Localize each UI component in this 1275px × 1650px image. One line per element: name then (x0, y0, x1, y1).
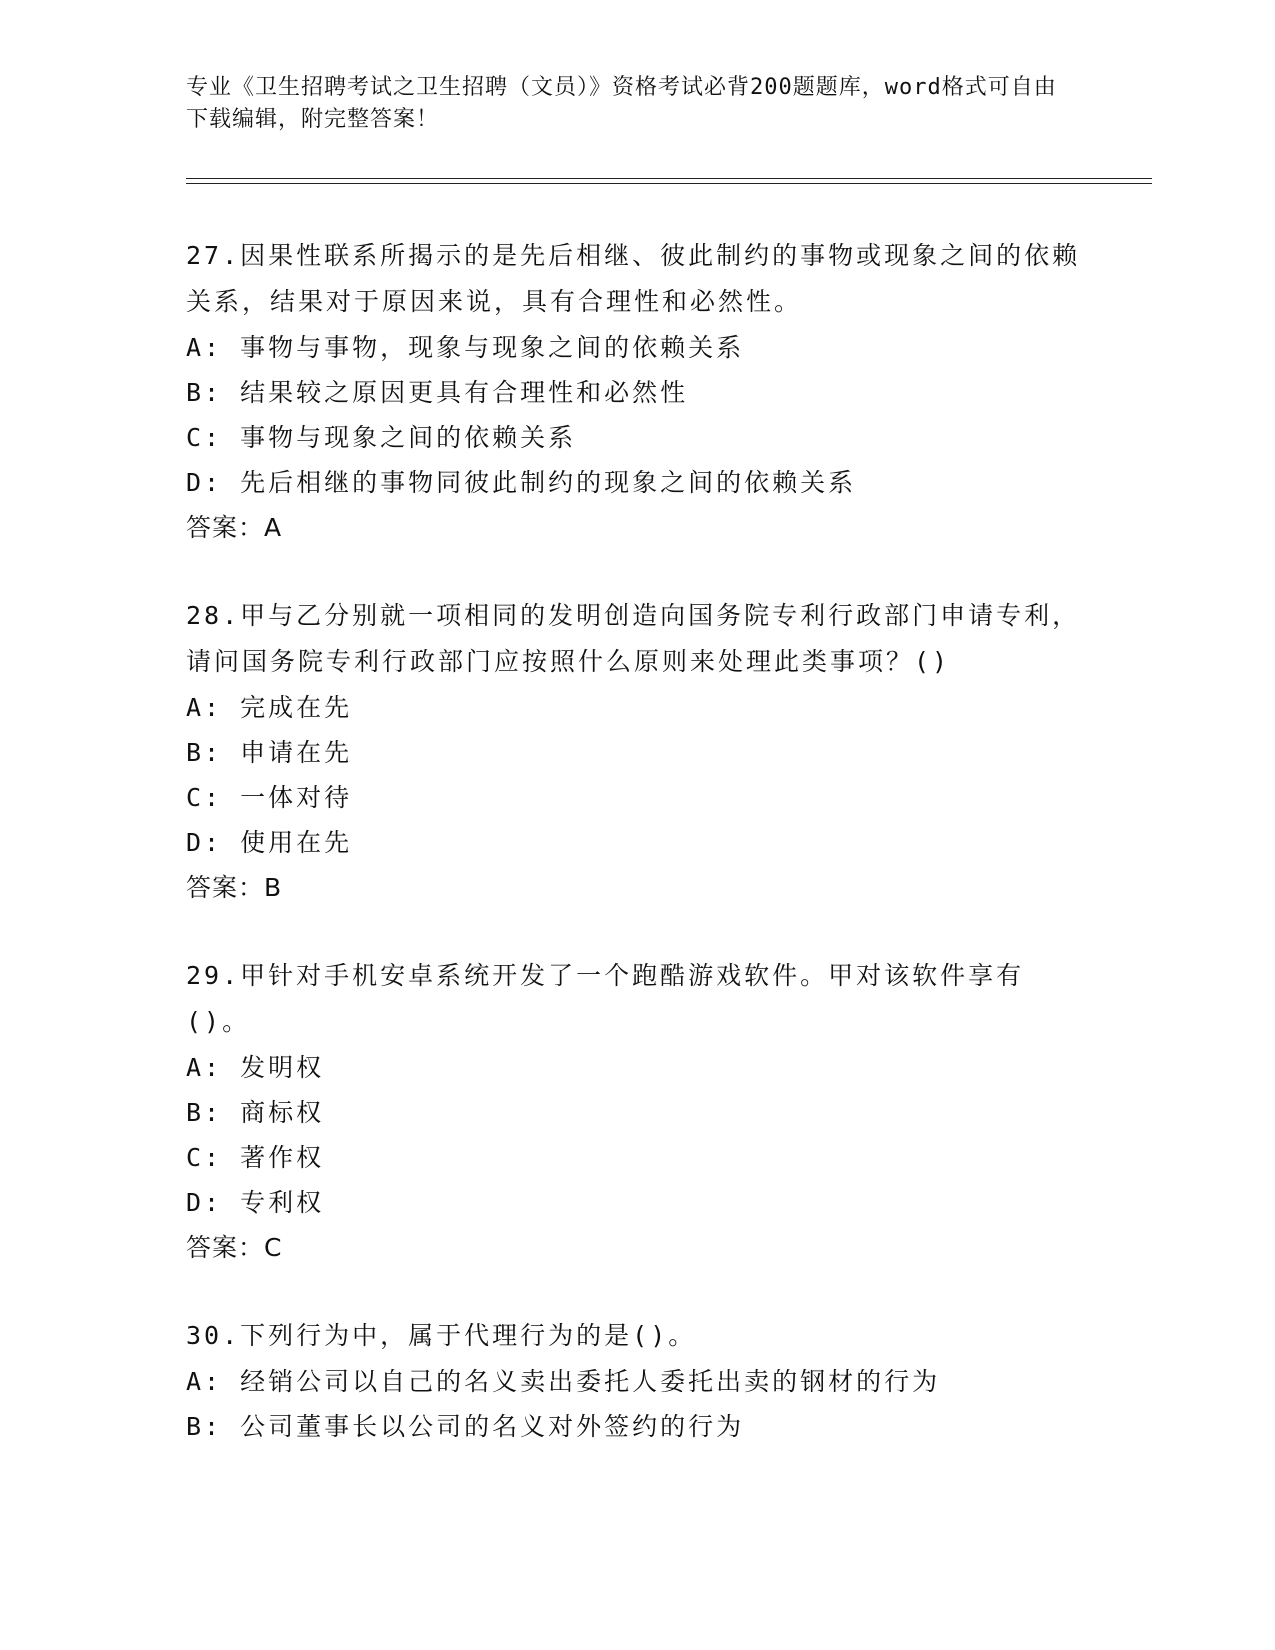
option-d: D: 专利权 (186, 1188, 325, 1217)
question-28 (186, 593, 1086, 911)
question-27 (186, 233, 1086, 551)
option-a: A: 完成在先 (186, 693, 353, 722)
option-a: A: 事物与事物，现象与现象之间的依赖关系 (186, 333, 745, 362)
option-d: D: 先后相继的事物同彼此制约的现象之间的依赖关系 (186, 468, 857, 497)
option-a: A: 经销公司以自己的名义卖出委托人委托出卖的钢材的行为 (186, 1367, 941, 1396)
option-b: B: 商标权 (186, 1098, 325, 1127)
answer: 答案：C (186, 1233, 283, 1262)
question-list (186, 233, 1086, 1491)
option-b: B: 结果较之原因更具有合理性和必然性 (186, 378, 689, 407)
option-b: B: 公司董事长以公司的名义对外签约的行为 (186, 1412, 745, 1441)
option-a: A: 发明权 (186, 1053, 325, 1082)
question-29 (186, 953, 1086, 1271)
answer: 答案：A (186, 513, 283, 542)
document-header: 专业《卫生招聘考试之卫生招聘（文员）》资格考试必背200题题库，word格式可自由下载编辑，附完整答案！ (186, 75, 1057, 132)
option-d: D: 使用在先 (186, 828, 353, 857)
question-stem: 30.下列行为中，属于代理行为的是()。 (186, 1321, 697, 1350)
header-divider-top (186, 178, 1152, 179)
question-30 (186, 1313, 1086, 1449)
answer: 答案：B (186, 873, 283, 902)
question-stem: 29.甲针对手机安卓系统开发了一个跑酷游戏软件。甲对该软件享有()。 (186, 961, 1025, 1036)
option-c: C: 一体对待 (186, 783, 353, 812)
question-stem: 28.甲与乙分别就一项相同的发明创造向国务院专利行政部门申请专利，请问国务院专利行政部门应按照什么原则来处理此类事项？() (186, 601, 1081, 676)
option-c: C: 著作权 (186, 1143, 325, 1172)
header-divider-bottom (186, 183, 1152, 184)
question-stem: 27.因果性联系所揭示的是先后相继、彼此制约的事物或现象之间的依赖关系，结果对于原因来说，具有合理性和必然性。 (186, 241, 1081, 316)
option-c: C: 事物与现象之间的依赖关系 (186, 423, 577, 452)
option-b: B: 申请在先 (186, 738, 353, 767)
